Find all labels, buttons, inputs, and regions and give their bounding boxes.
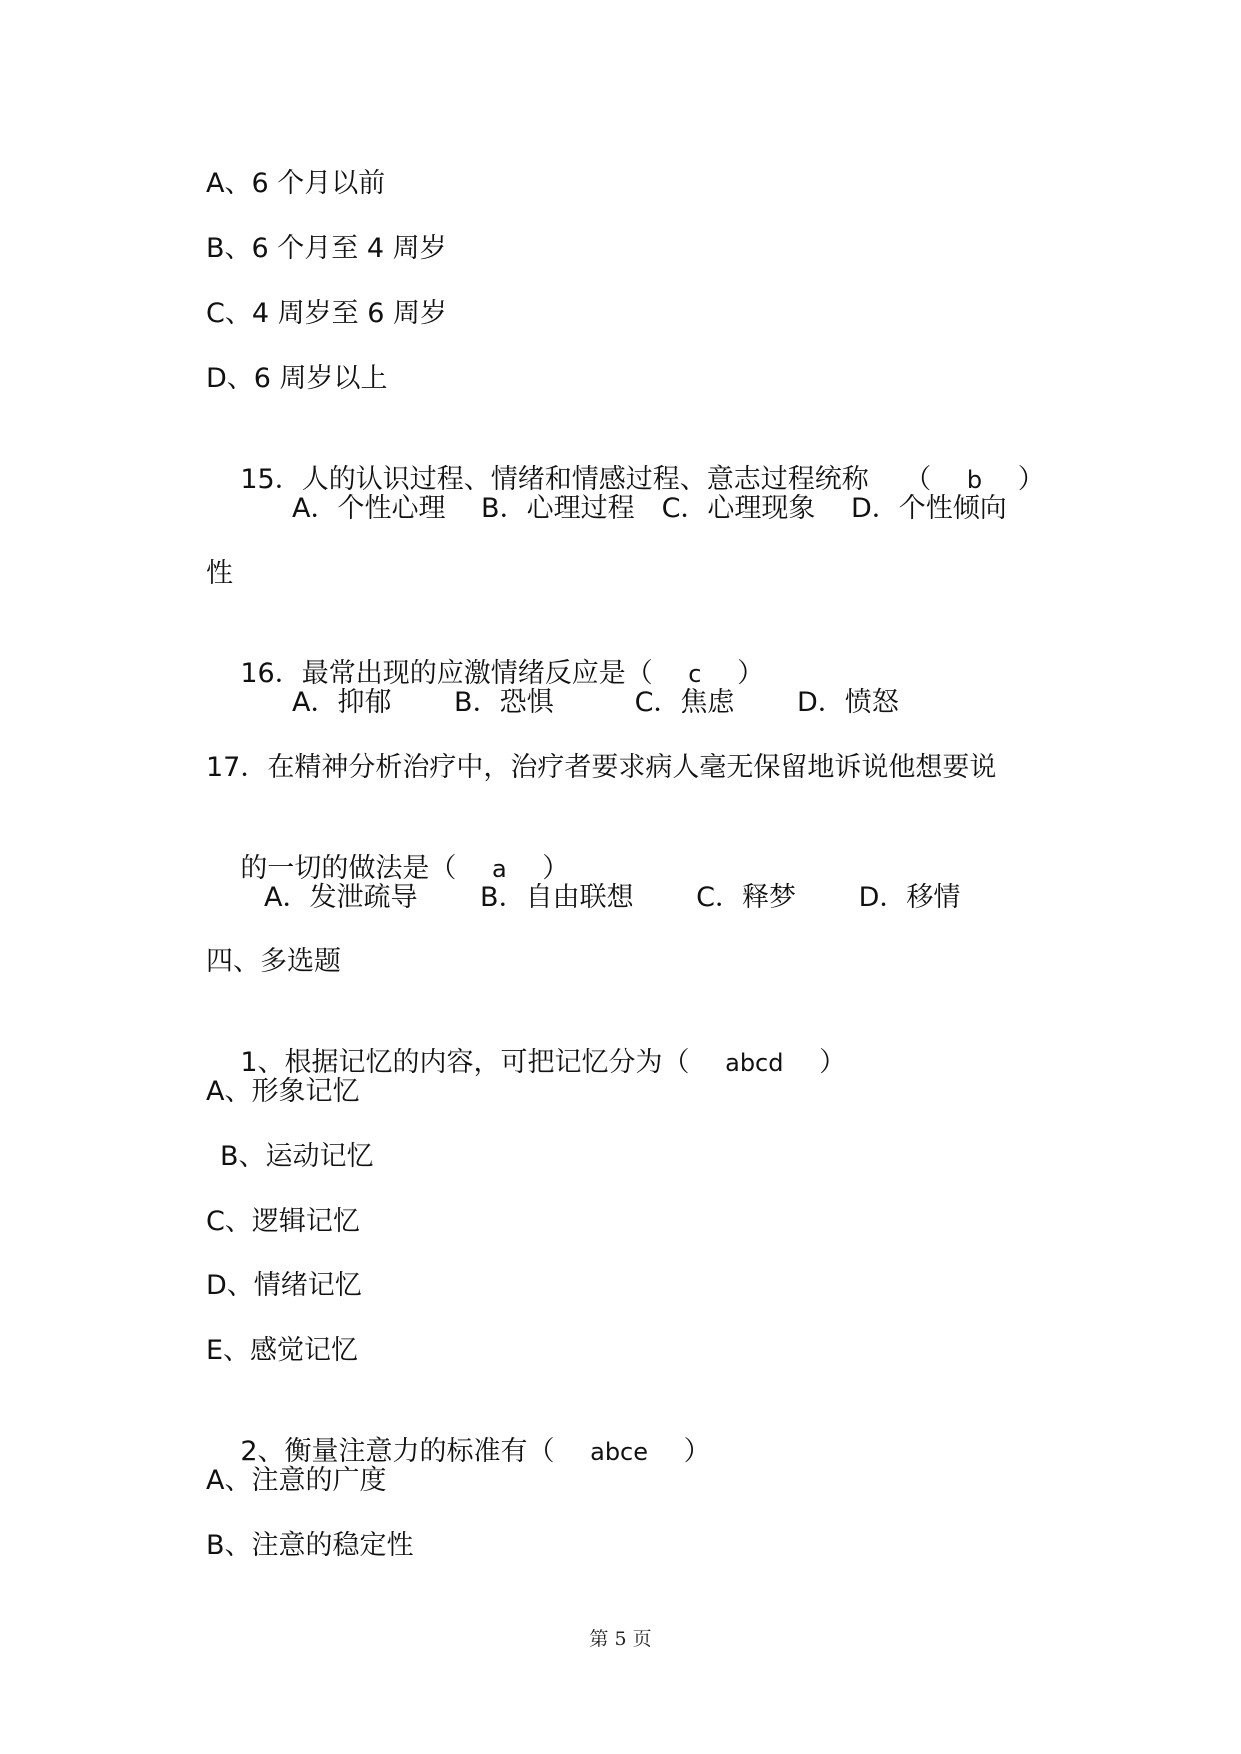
answer-value: abcd bbox=[725, 1049, 784, 1077]
answer-value: abce bbox=[590, 1438, 649, 1466]
option-line: D、6 周岁以上 bbox=[206, 363, 388, 394]
question-close: ） bbox=[701, 658, 765, 689]
option-line: B、注意的稳定性 bbox=[206, 1530, 414, 1561]
question-close: ） bbox=[982, 464, 1045, 495]
option-line: A、注意的广度 bbox=[206, 1465, 387, 1496]
question-text: 16．最常出现的应激情绪反应是（ bbox=[240, 658, 689, 689]
option-line: B、运动记忆 bbox=[220, 1141, 374, 1172]
answer-value: b bbox=[966, 466, 983, 494]
choices-line: A．发泄疏导 B．自由联想 C．释梦 D．移情 bbox=[264, 882, 961, 913]
option-line: A、形象记忆 bbox=[206, 1076, 360, 1107]
option-line: D、情绪记忆 bbox=[206, 1270, 362, 1301]
question-17: 17．在精神分析治疗中，治疗者要求病人毫无保留地诉说他想要说 bbox=[206, 752, 997, 783]
page-number: 第 5 页 bbox=[589, 1628, 652, 1650]
answer-value: a bbox=[491, 855, 507, 883]
answer-value: c bbox=[688, 660, 702, 688]
option-line: A、6 个月以前 bbox=[206, 168, 386, 199]
choices-line: A．抑郁 B．恐惧 C．焦虑 D．愤怒 bbox=[292, 687, 899, 718]
option-line: B、6 个月至 4 周岁 bbox=[206, 233, 447, 264]
question-text: 15．人的认识过程、情绪和情感过程、意志过程统称 （ bbox=[240, 464, 967, 495]
question-text: 的一切的做法是（ bbox=[240, 853, 492, 884]
question-close: ） bbox=[783, 1047, 847, 1078]
wrap-line: 性 bbox=[206, 558, 233, 589]
question-close: ） bbox=[506, 853, 570, 884]
option-line: E、感觉记忆 bbox=[206, 1335, 359, 1366]
question-text: 2、衡量注意力的标准有（ bbox=[240, 1436, 591, 1467]
option-line: C、逻辑记忆 bbox=[206, 1206, 360, 1237]
choices-line: A．个性心理 B．心理过程 C．心理现象 D．个性倾向 bbox=[292, 493, 1007, 524]
section-heading: 四、多选题 bbox=[206, 946, 341, 977]
option-line: C、4 周岁至 6 周岁 bbox=[206, 298, 447, 329]
question-close: ） bbox=[648, 1436, 711, 1467]
question-text: 1、根据记忆的内容，可把记忆分为（ bbox=[240, 1047, 726, 1078]
